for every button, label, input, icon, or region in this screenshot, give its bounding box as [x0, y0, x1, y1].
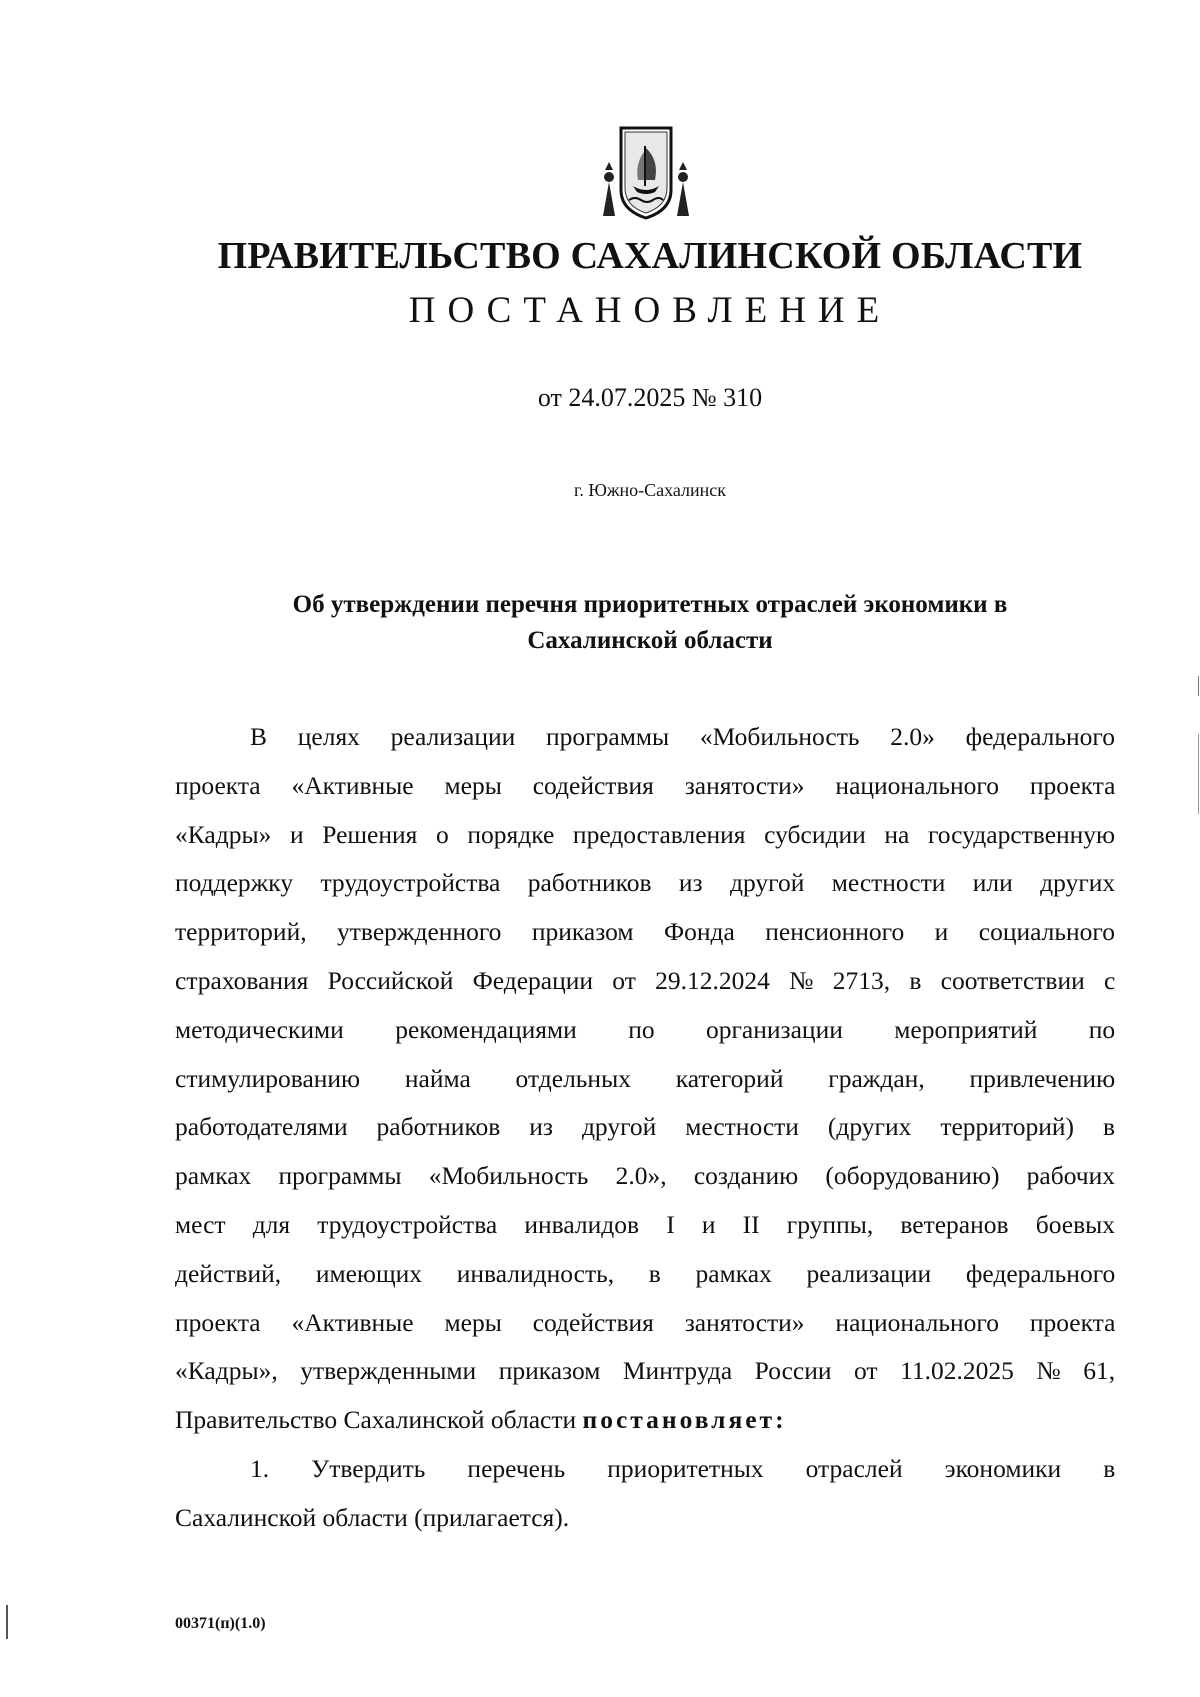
preamble-line: поддержку трудоустройства работников из другой местности или других	[175, 868, 1116, 898]
sakhalin-coat-of-arms-icon	[599, 120, 693, 220]
form-code: 00371(п)(1.0)	[175, 1615, 266, 1632]
scan-mark	[1198, 676, 1199, 696]
closing-verb: постановляет:	[582, 1405, 787, 1435]
document-city: г. Южно-Сахалинск	[573, 480, 727, 500]
preamble-line: страхования Российской Федерации от 29.12.2024 № 2713, в соответствии с	[175, 965, 1116, 995]
document-date-number: от 24.07.2025 № 310	[537, 383, 763, 412]
preamble-line: проекта «Активные меры содействия занятости» национального проекта	[175, 1307, 1116, 1337]
preamble-line: рамках программы «Мобильность 2.0», созданию (оборудованию) рабочих	[175, 1161, 1116, 1191]
closing-line	[175, 1396, 1115, 1445]
preamble-line: проекта «Активные меры содействия занятости» национального проекта	[175, 770, 1116, 800]
preamble-line: В целях реализации программы «Мобильность 2.0» федерального	[250, 722, 1115, 751]
preamble-line: территорий, утвержденного приказом Фонда пенсионного и социального	[175, 917, 1115, 947]
document-title-line-2: Сахалинской области	[527, 627, 773, 654]
closing-prefix: Правительство Сахалинской области	[175, 1405, 577, 1435]
organization-name: ПРАВИТЕЛЬСТВО САХАЛИНСКОЙ ОБЛАСТИ	[217, 235, 1083, 277]
document-body	[175, 713, 1115, 1543]
scan-mark	[6, 1605, 8, 1639]
document-title	[200, 587, 1100, 659]
preamble-line: «Кадры» и Решения о порядке предоставления субсидии на государственную	[175, 819, 1116, 849]
item-1-line-2: Сахалинской области (прилагается).	[175, 1502, 570, 1532]
preamble-line: действий, имеющих инвалидность, в рамках реализации федерального	[175, 1258, 1116, 1288]
preamble-line: мест для трудоустройства инвалидов I и II группы, ветеранов боевых	[175, 1209, 1115, 1239]
item-1-line-1: 1. Утвердить перечень приоритетных отраслей экономики в	[250, 1453, 1116, 1483]
preamble-line: стимулированию найма отдельных категорий граждан, привлечению	[175, 1063, 1116, 1093]
preamble-line: методическими рекомендациями по организации мероприятий по	[175, 1014, 1116, 1044]
document-type: ПОСТАНОВЛЕНИЕ	[408, 290, 892, 331]
scan-mark	[1198, 734, 1199, 814]
preamble-line: «Кадры», утвержденными приказом Минтруда России от 11.02.2025 № 61,	[175, 1356, 1116, 1386]
document-title-line-1: Об утверждении перечня приоритетных отраслей экономики в	[292, 591, 1008, 618]
preamble-line: работодателями работников из другой местности (других территорий) в	[175, 1112, 1116, 1142]
